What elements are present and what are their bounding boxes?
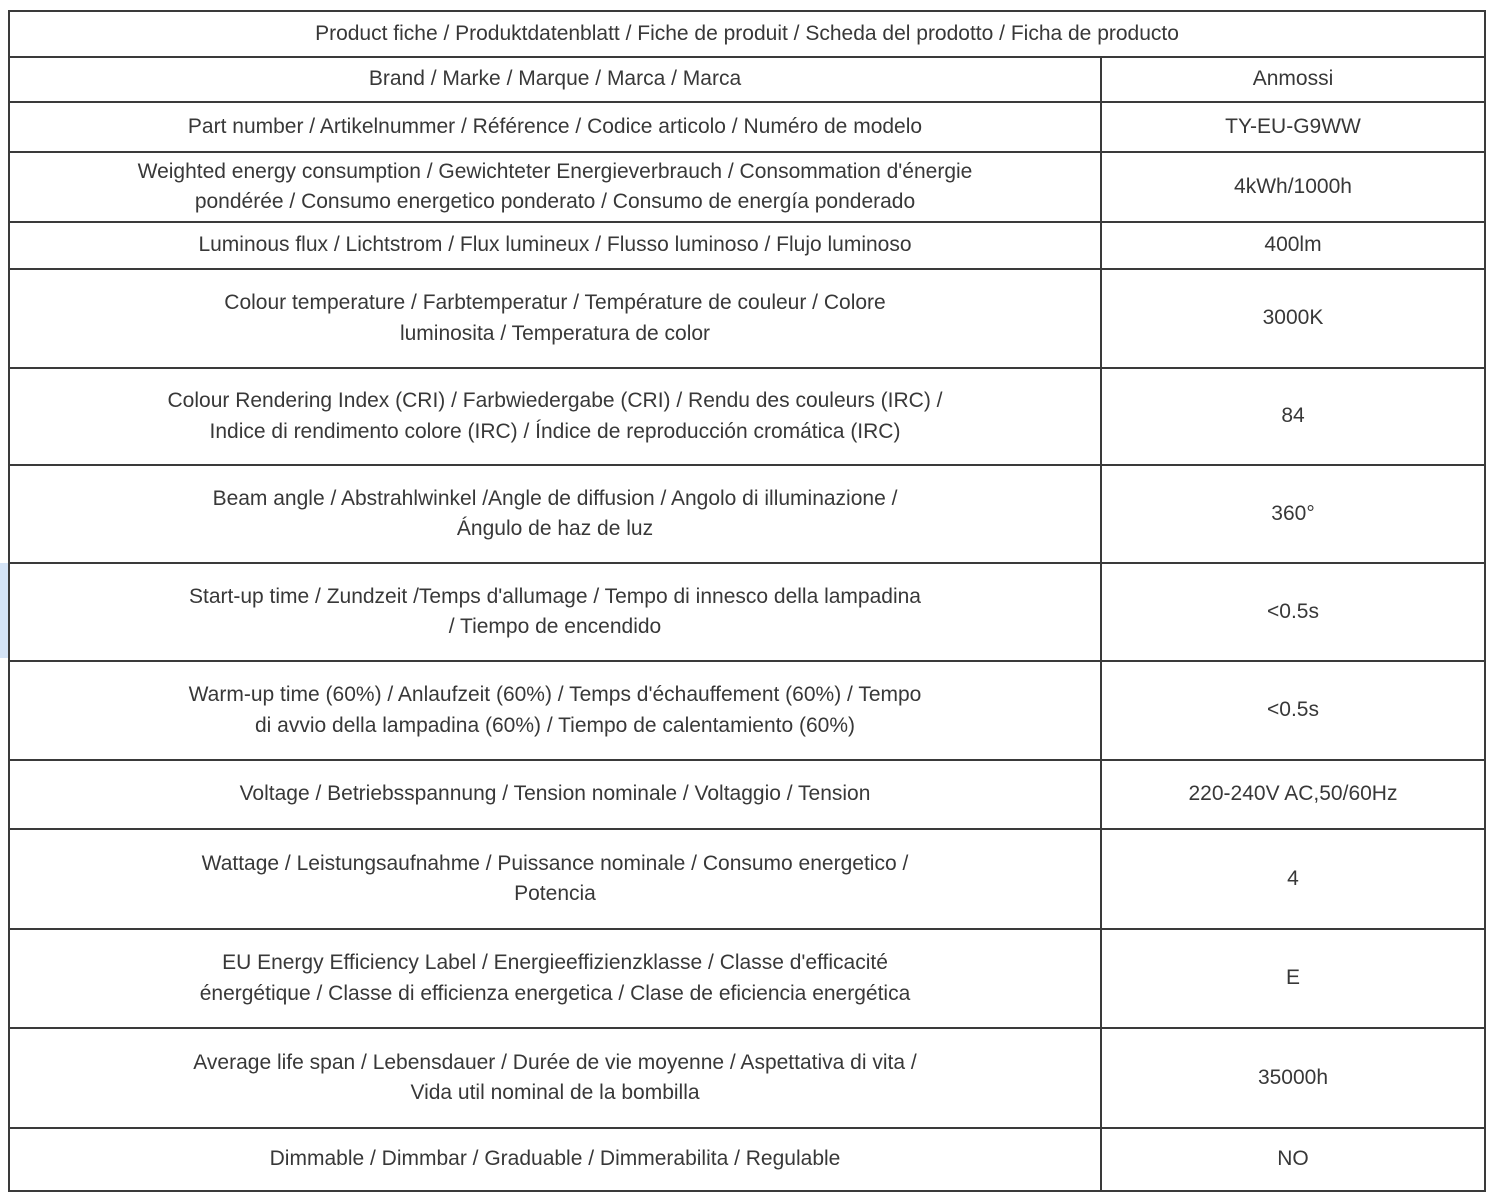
row-label: Start-up time / Zundzeit /Temps d'allumage / Tempo di innesco della lampadina / Tiempo de encendido [9, 563, 1101, 661]
row-label: Part number / Artikelnummer / Référence / Codice articolo / Numéro de modelo [9, 102, 1101, 152]
row-value: NO [1101, 1128, 1485, 1191]
table-row-wattage [9, 829, 1485, 929]
row-label: Average life span / Lebensdauer / Durée de vie moyenne / Aspettativa di vita / Vida util nominal de la bombilla [9, 1028, 1101, 1128]
row-label: Voltage / Betriebsspannung / Tension nominale / Voltaggio / Tension [9, 760, 1101, 829]
row-label: Beam angle / Abstrahlwinkel /Angle de diffusion / Angolo di illuminazione / Ángulo de haz de luz [9, 465, 1101, 563]
table-row-part-number [9, 102, 1485, 152]
table-row-voltage [9, 760, 1485, 829]
row-value: 84 [1101, 368, 1485, 465]
row-label: Weighted energy consumption / Gewichteter Energieverbrauch / Consommation d'énergie pondérée / Consumo energetico ponderato / Consumo de energía ponderado [9, 152, 1101, 222]
table-row-luminous-flux [9, 222, 1485, 269]
row-value: 4 [1101, 829, 1485, 929]
table-row-start-up-time [9, 563, 1485, 661]
row-value: <0.5s [1101, 563, 1485, 661]
row-label: Brand / Marke / Marque / Marca / Marca [9, 57, 1101, 102]
row-value: Anmossi [1101, 57, 1485, 102]
row-value: TY-EU-G9WW [1101, 102, 1485, 152]
row-label: Colour Rendering Index (CRI) / Farbwiedergabe (CRI) / Rendu des couleurs (IRC) / Indice di rendimento colore (IRC) / Índice de reproducción cromática (IRC) [9, 368, 1101, 465]
row-value: E [1101, 929, 1485, 1028]
table-header-row [9, 11, 1485, 57]
row-value: 360° [1101, 465, 1485, 563]
row-value: 3000K [1101, 269, 1485, 368]
table-row-warm-up-time [9, 661, 1485, 760]
row-value: 400lm [1101, 222, 1485, 269]
row-label: Dimmable / Dimmbar / Graduable / Dimmerabilita / Regulable [9, 1128, 1101, 1191]
table-row-average-life-span [9, 1028, 1485, 1128]
row-label: Wattage / Leistungsaufnahme / Puissance nominale / Consumo energetico / Potencia [9, 829, 1101, 929]
row-value: 220-240V AC,50/60Hz [1101, 760, 1485, 829]
table-row-eu-energy-efficiency-label [9, 929, 1485, 1028]
table-row-colour-rendering-index [9, 368, 1485, 465]
row-label: Warm-up time (60%) / Anlaufzeit (60%) / Temps d'échauffement (60%) / Tempo di avvio della lampadina (60%) / Tiempo de calentamiento (60%) [9, 661, 1101, 760]
row-label: Luminous flux / Lichtstrom / Flux lumineux / Flusso luminoso / Flujo luminoso [9, 222, 1101, 269]
row-label: Colour temperature / Farbtemperatur / Température de couleur / Colore luminosita / Temperatura de color [9, 269, 1101, 368]
table-title: Product fiche / Produktdatenblatt / Fiche de produit / Scheda del prodotto / Ficha de producto [9, 11, 1485, 57]
table-row-weighted-energy-consumption [9, 152, 1485, 222]
product-fiche-table [8, 10, 1486, 1192]
row-label: EU Energy Efficiency Label / Energieeffizienzklasse / Classe d'efficacité énergétique / Classe di efficienza energetica / Clase de eficiencia energética [9, 929, 1101, 1028]
row-value: 4kWh/1000h [1101, 152, 1485, 222]
table-row-brand [9, 57, 1485, 102]
table-row-dimmable [9, 1128, 1485, 1191]
row-value: <0.5s [1101, 661, 1485, 760]
row-value: 35000h [1101, 1028, 1485, 1128]
table-row-beam-angle [9, 465, 1485, 563]
table-row-colour-temperature [9, 269, 1485, 368]
